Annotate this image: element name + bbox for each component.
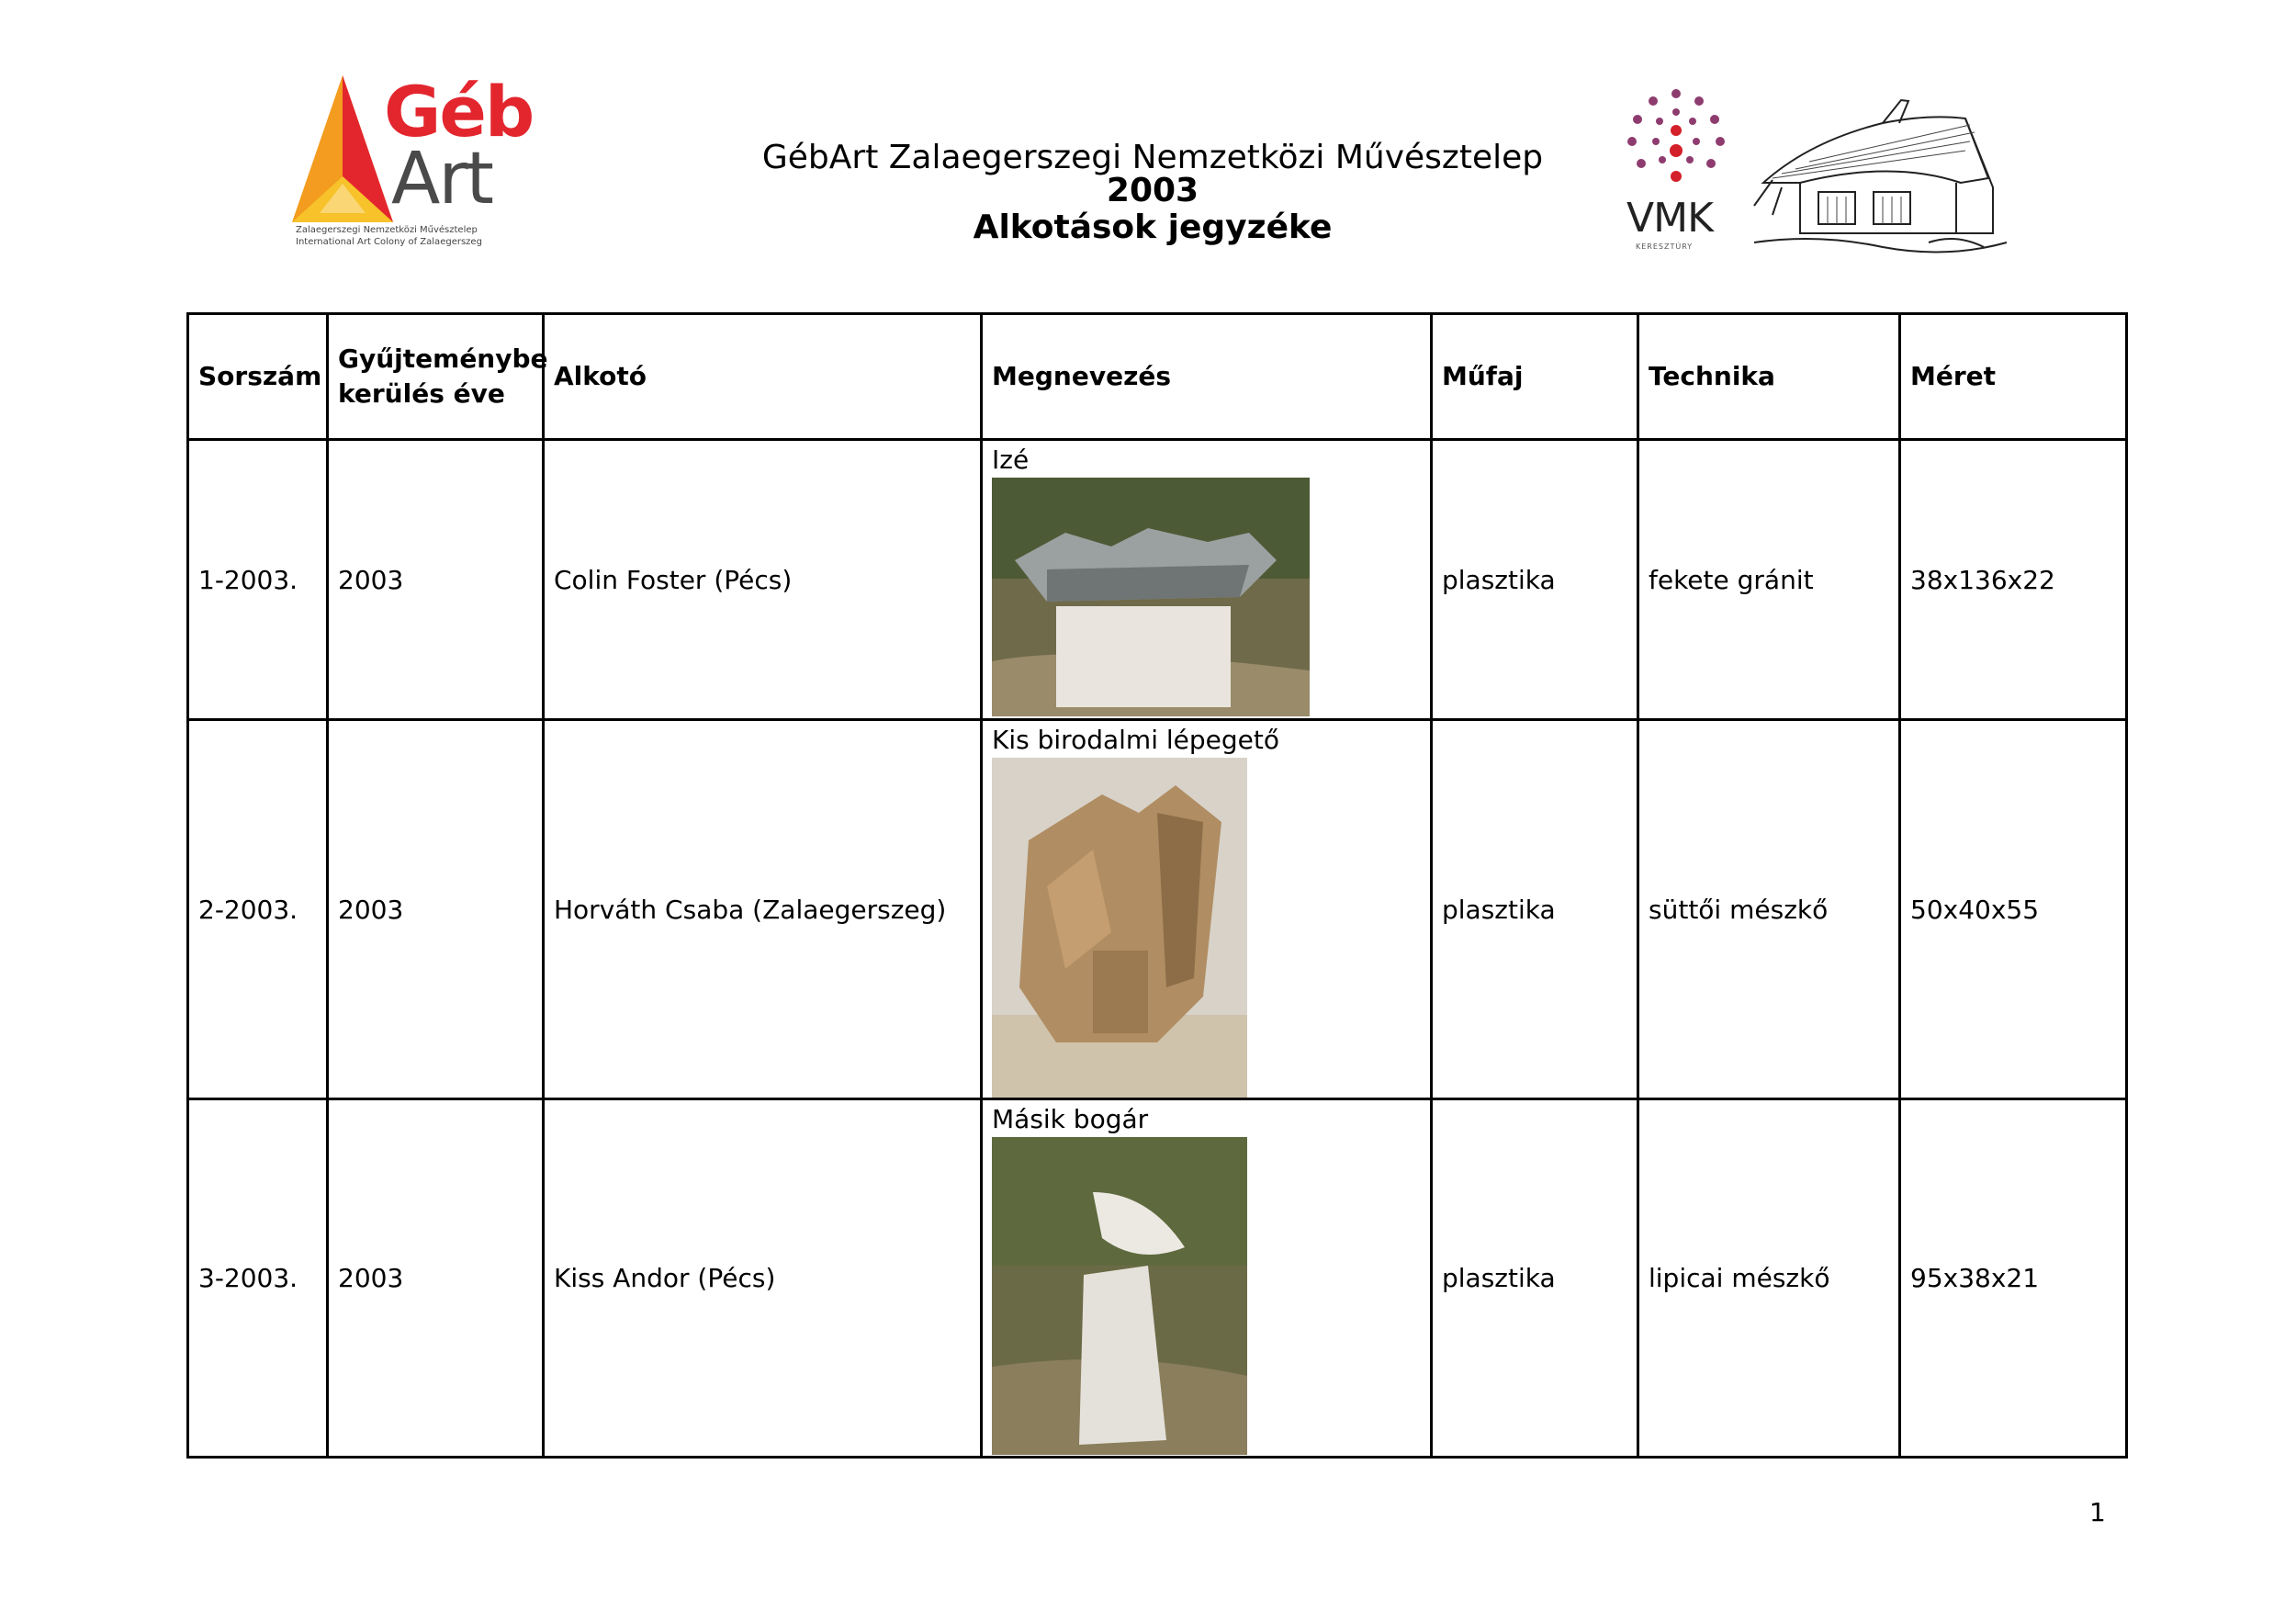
table-header-row <box>188 314 2127 440</box>
table-row <box>188 440 2127 720</box>
artwork-photo-lepegeto <box>992 758 1247 1098</box>
table-row <box>188 1099 2127 1458</box>
column-header-sorszam: Sorszám <box>188 314 328 440</box>
cell-genre: plasztika <box>1432 440 1638 720</box>
vmk-subtitle: KERESZTÚRY <box>1636 242 1694 251</box>
cell-size: 50x40x55 <box>1900 720 2127 1099</box>
artwork-photo-masik-bogar <box>992 1137 1247 1455</box>
page-title-text: GébArt Zalaegerszegi Nemzetközi Művésztelep <box>761 139 1544 176</box>
column-header-alkoto: Alkotó <box>544 314 982 440</box>
column-header-megnevezes: Megnevezés <box>982 314 1432 440</box>
cell-title <box>982 720 1432 1099</box>
cell-artist: Kiss Andor (Pécs) <box>544 1099 982 1458</box>
cell-id: 2-2003. <box>188 720 328 1099</box>
gebart-logo-subtitle <box>296 224 482 248</box>
cell-title <box>982 1099 1432 1458</box>
page-number: 1 <box>2089 1497 2106 1527</box>
house-sketch-icon <box>1745 96 2011 261</box>
cell-year: 2003 <box>328 1099 544 1458</box>
column-header-mufaj: Műfaj <box>1432 314 1638 440</box>
cell-size: 38x136x22 <box>1900 440 2127 720</box>
cell-year: 2003 <box>328 720 544 1099</box>
artwork-title: Kis birodalmi lépegető <box>992 725 1279 755</box>
page-subtitle: Alkotások jegyzéke <box>973 208 1333 246</box>
cell-title <box>982 440 1432 720</box>
gebart-triangle-icon <box>292 75 393 222</box>
cell-artist: Colin Foster (Pécs) <box>544 440 982 720</box>
artwork-title: Másik bogár <box>992 1104 1149 1134</box>
cell-id: 1-2003. <box>188 440 328 720</box>
gebart-logo-subtitle-hu: Zalaegerszegi Nemzetközi Művésztelep <box>296 225 478 235</box>
artwork-title: Izé <box>992 445 1030 475</box>
gebart-logo-geb: Géb <box>384 71 534 152</box>
table-row <box>188 720 2127 1099</box>
gebart-logo-subtitle-en: International Art Colony of Zalaegerszeg <box>296 237 482 247</box>
cell-artist: Horváth Csaba (Zalaegerszeg) <box>544 720 982 1099</box>
cell-id: 3-2003. <box>188 1099 328 1458</box>
cell-technique: süttői mészkő <box>1638 720 1900 1099</box>
cell-genre: plasztika <box>1432 720 1638 1099</box>
page-title <box>735 141 1570 208</box>
artwork-photo-ize <box>992 478 1310 716</box>
cell-technique: lipicai mészkő <box>1638 1099 1900 1458</box>
column-header-meret: Méret <box>1900 314 2127 440</box>
gebart-logo-art: Art <box>391 138 493 220</box>
gebart-logo <box>292 71 534 255</box>
vmk-logo <box>1621 84 1750 259</box>
vmk-letters: VMK <box>1626 195 1713 242</box>
works-table <box>186 312 2128 1459</box>
column-header-technika: Technika <box>1638 314 1900 440</box>
cell-year: 2003 <box>328 440 544 720</box>
page-title-year: 2003 <box>1106 172 1199 209</box>
cell-technique: fekete gránit <box>1638 440 1900 720</box>
cell-genre: plasztika <box>1432 1099 1638 1458</box>
column-header-gyujtemeny: Gyűjteménybe kerülés éve <box>328 314 544 440</box>
vmk-dots-icon <box>1621 84 1731 195</box>
cell-size: 95x38x21 <box>1900 1099 2127 1458</box>
